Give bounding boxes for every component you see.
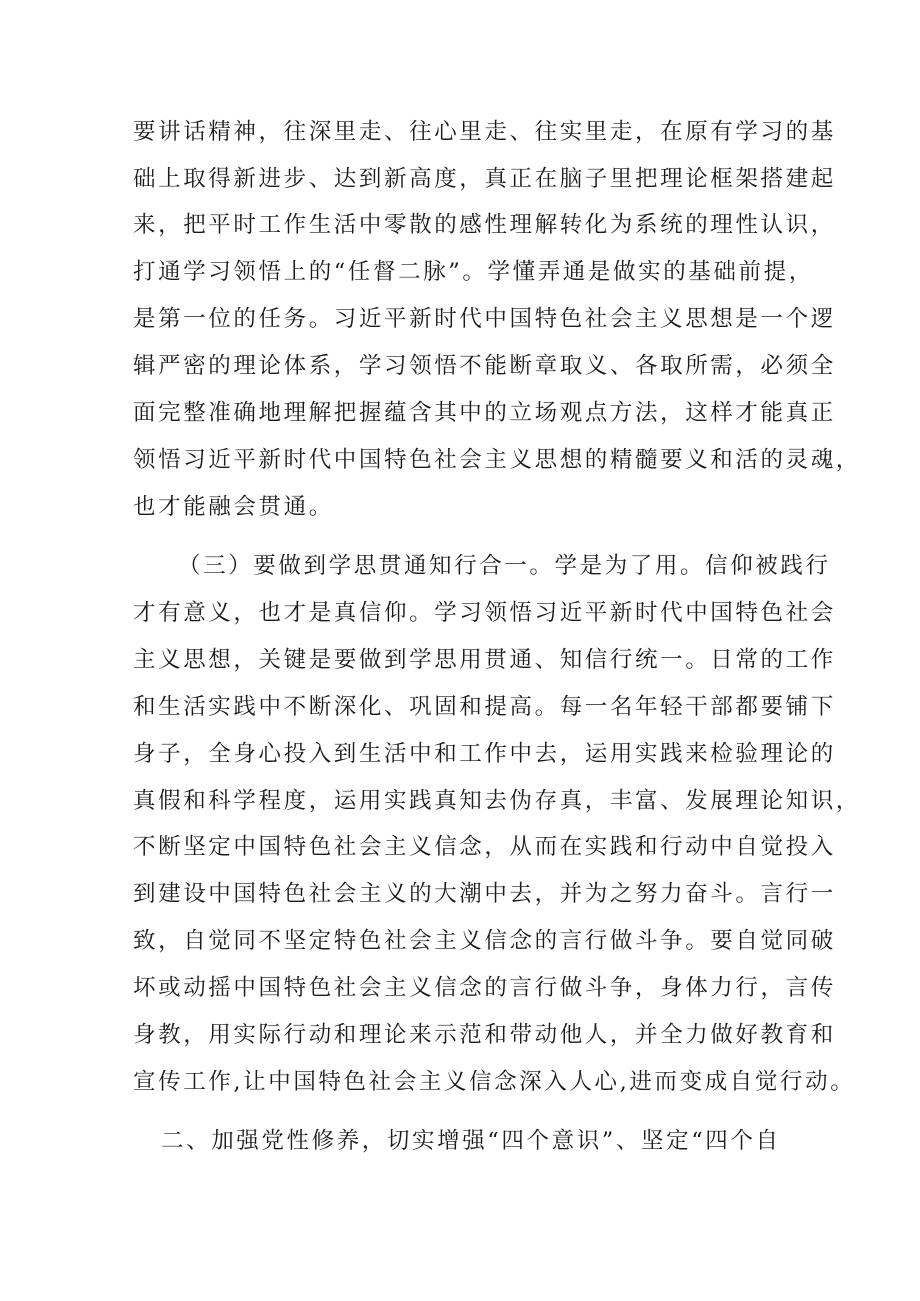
text-line: 和生活实践中不断深化、巩固和提高。每一名年轻干部都要铺下 xyxy=(133,694,836,720)
text-line: 也才能融会贯通。 xyxy=(133,494,334,520)
text-line: 面完整准确地理解把握蕴含其中的立场观点方法，这样才能真正 xyxy=(133,400,836,426)
text-line: 础上取得新进步、达到新高度，真正在脑子里把理论框架搭建起 xyxy=(133,166,836,192)
text-line: 辑严密的理论体系，学习领悟不能断章取义、各取所需，必须全 xyxy=(133,353,836,379)
text-line: （三）要做到学思贯通知行合一。学是为了用。信仰被践行 xyxy=(178,553,831,579)
section-heading: 二、加强党性修养，切实增强“四个意识”、坚定“四个自 xyxy=(161,1128,781,1154)
text-line: 来，把平时工作生活中零散的感性理解转化为系统的理性认识， xyxy=(133,212,836,238)
text-line: 打通学习领悟上的“任督二脉”。学懂弄通是做实的基础前提， xyxy=(133,259,814,285)
text-line: 领悟习近平新时代中国特色社会主义思想的精髓要义和活的灵魂， xyxy=(133,447,861,473)
text-line: 坏或动摇中国特色社会主义信念的言行做斗争，身体力行，言传 xyxy=(133,975,836,1001)
text-line: 真假和科学程度，运用实践真知去伪存真，丰富、发展理论知识， xyxy=(133,788,861,814)
text-line: 身子，全身心投入到生活中和工作中去，运用实践来检验理论的 xyxy=(133,741,836,767)
text-line: 到建设中国特色社会主义的大潮中去，并为之努力奋斗。言行一 xyxy=(133,881,836,907)
text-line: 不断坚定中国特色社会主义信念，从而在实践和行动中自觉投入 xyxy=(133,834,836,860)
text-line: 要讲话精神，往深里走、往心里走、往实里走，在原有学习的基 xyxy=(133,119,836,145)
text-line: 致，自觉同不坚定特色社会主义信念的言行做斗争。要自觉同破 xyxy=(133,928,836,954)
text-line: 身教，用实际行动和理论来示范和带动他人，并全力做好教育和 xyxy=(133,1022,836,1048)
text-line: 是第一位的任务。习近平新时代中国特色社会主义思想是一个逻 xyxy=(133,306,836,332)
text-line: 宣传工作,让中国特色社会主义信念深入人心,进而变成自觉行动。 xyxy=(133,1069,856,1095)
text-line: 才有意义，也才是真信仰。学习领悟习近平新时代中国特色社会 xyxy=(133,600,836,626)
text-line: 主义思想，关键是要做到学思用贯通、知信行统一。日常的工作 xyxy=(133,647,836,673)
